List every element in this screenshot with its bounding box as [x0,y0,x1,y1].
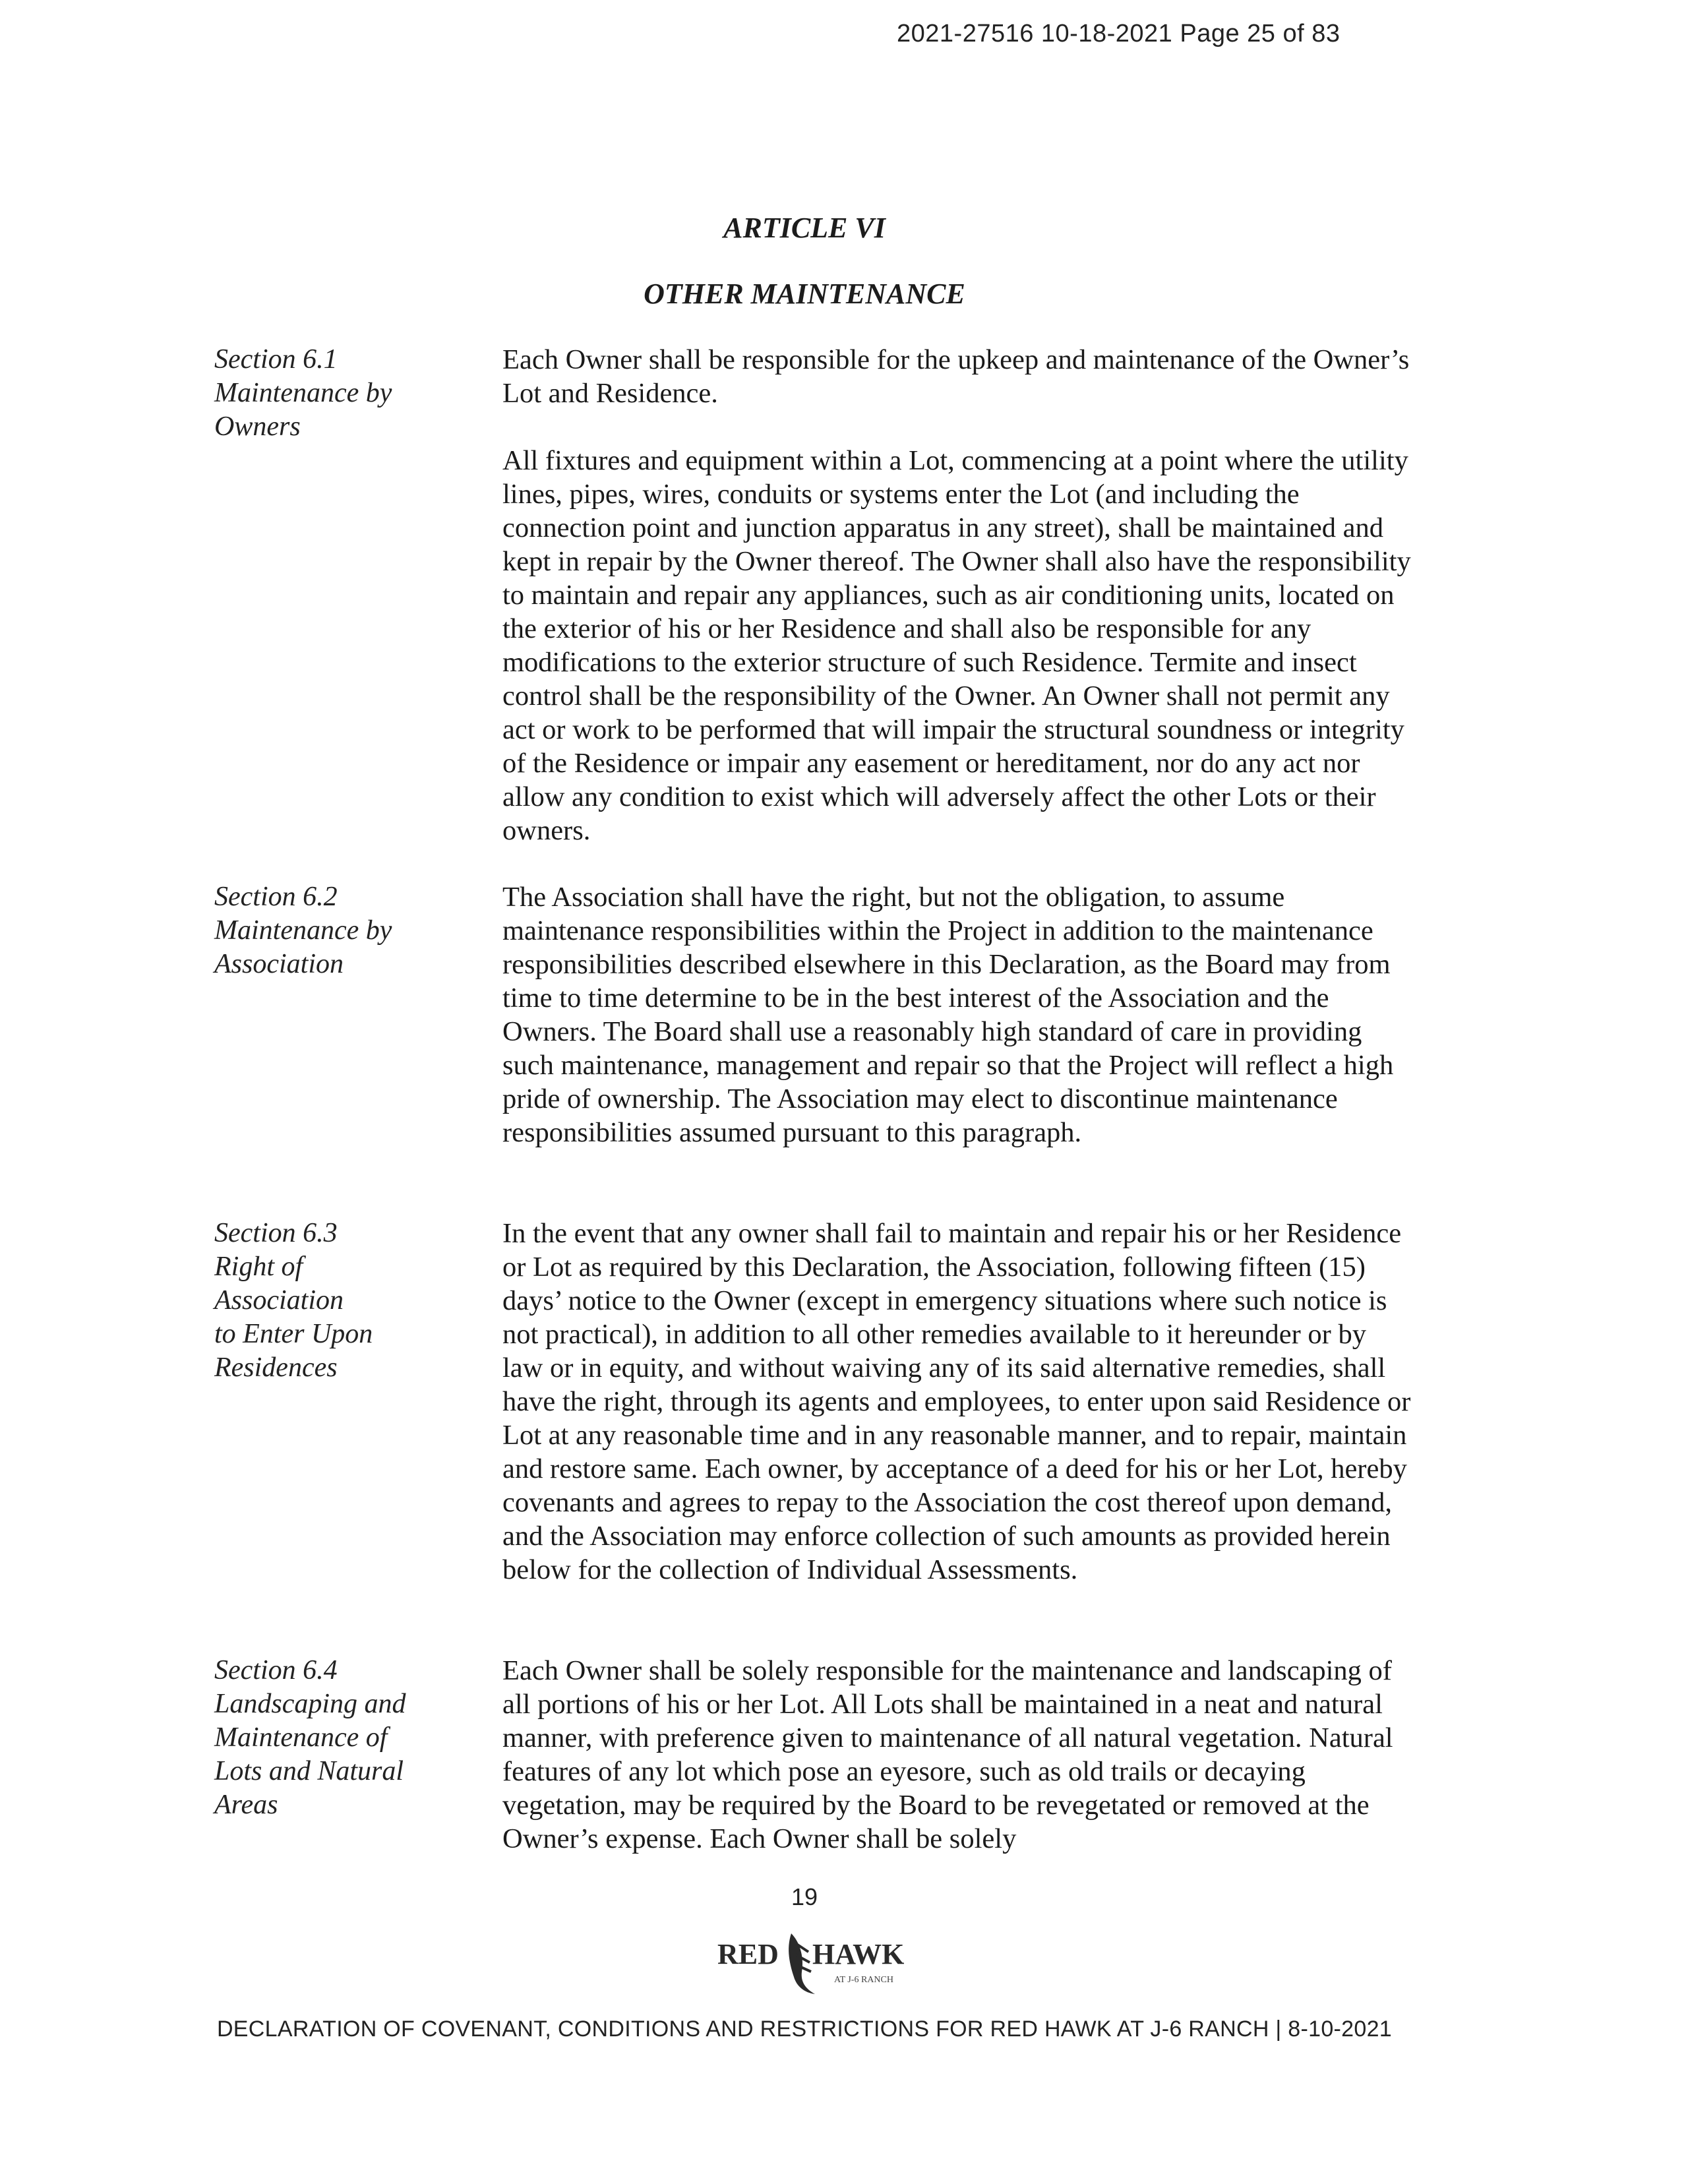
page-number: 19 [791,1883,818,1910]
logo-text-left: RED [717,1938,779,1970]
paragraph: Each Owner shall be responsible for the upkeep and maintenance of the Owner’s Lot and Residence. [502,344,1410,409]
section-body [502,1217,1412,1587]
paragraph: In the event that any owner shall fail to maintain and repair his or her Residence or Lot as required by this Declaration, the Association, following fifteen (15) days’ notice to the Owner (except in emergency situations where such notice is not practical), in addition to all other remedies available to it hereunder or by law or in equity, and without waiving any of its said alternative remedies, shall have the right, through its agents and employees, to enter upon said Residence or Lot at any reasonable time and in any reasonable manner, and to repair, maintain and restore same. Each owner, by acceptance of a deed for his or her Lot, hereby covenants and agrees to repay to the Association the cost thereof upon demand, and the Association may enforce collection of such amounts as provided herein below for the collection of Individual Assessments. [502,1218,1411,1585]
document-footer: DECLARATION OF COVENANT, CONDITIONS AND RESTRICTIONS FOR RED HAWK AT J-6 RANCH | 8-10-2021 [216,2017,1393,2042]
article-number: ARTICLE VI [723,212,886,244]
section-body [502,880,1412,1149]
paragraph: Each Owner shall be solely responsible for the maintenance and landscaping of all portions of his or her Lot. All Lots shall be maintained in a neat and natural manner, with preference given to maintenance of all natural vegetation. Natural features of any lot which pose an eyesore, such as old trails or decaying vegetation, may be required by the Board to be revegetated or removed at the Owner’s expense. Each Owner shall be solely [502,1655,1393,1854]
section-body [502,1654,1412,1856]
section-label: Section 6.4 Landscaping and Maintenance of Lots and Natural Areas [214,1655,406,1820]
section-body [502,343,1412,847]
logo-text-right: HAWK [812,1938,905,1970]
section-label: Section 6.3 Right of Association to Enter Upon Residences [214,1218,373,1383]
red-hawk-logo [712,1926,910,1998]
article-title: OTHER MAINTENANCE [644,278,965,310]
section-label: Section 6.1 Maintenance by Owners [214,344,392,442]
logo-subtext: AT J-6 RANCH [834,1975,893,1985]
hawk-feather-icon [789,1933,815,1994]
paragraph: All fixtures and equipment within a Lot, commencing at a point where the utility lines, pipes, wires, conduits or systems enter the Lot (and including the connection point and junction apparatus in any street), shall be maintained and kept in repair by the Owner thereof. The Owner shall also have the responsibility to maintain and repair any appliances, such as air conditioning units, located on the exterior of his or her Residence and shall also be responsible for any modifications to the exterior structure of such Residence. Termite and insect control shall be the responsibility of the Owner. An Owner shall not permit any act or work to be performed that will impair the structural soundness or integrity of the Residence or impair any easement or hereditament, nor do any act nor allow any condition to exist which will adversely affect the other Lots or their owners. [502,445,1411,846]
section-label: Section 6.2 Maintenance by Association [214,882,392,979]
paragraph: The Association shall have the right, but not the obligation, to assume maintenance responsibilities within the Project in addition to the maintenance responsibilities described elsewhere in this Declaration, as the Board may from time to time determine to be in the best interest of the Association and the Owners. The Board shall use a reasonably high standard of care in providing such maintenance, management and repair so that the Project will reflect a high pride of ownership. The Association may elect to discontinue maintenance responsibilities assumed pursuant to this paragraph. [502,882,1394,1148]
recording-stamp: 2021-27516 10-18-2021 Page 25 of 83 [897,20,1341,47]
